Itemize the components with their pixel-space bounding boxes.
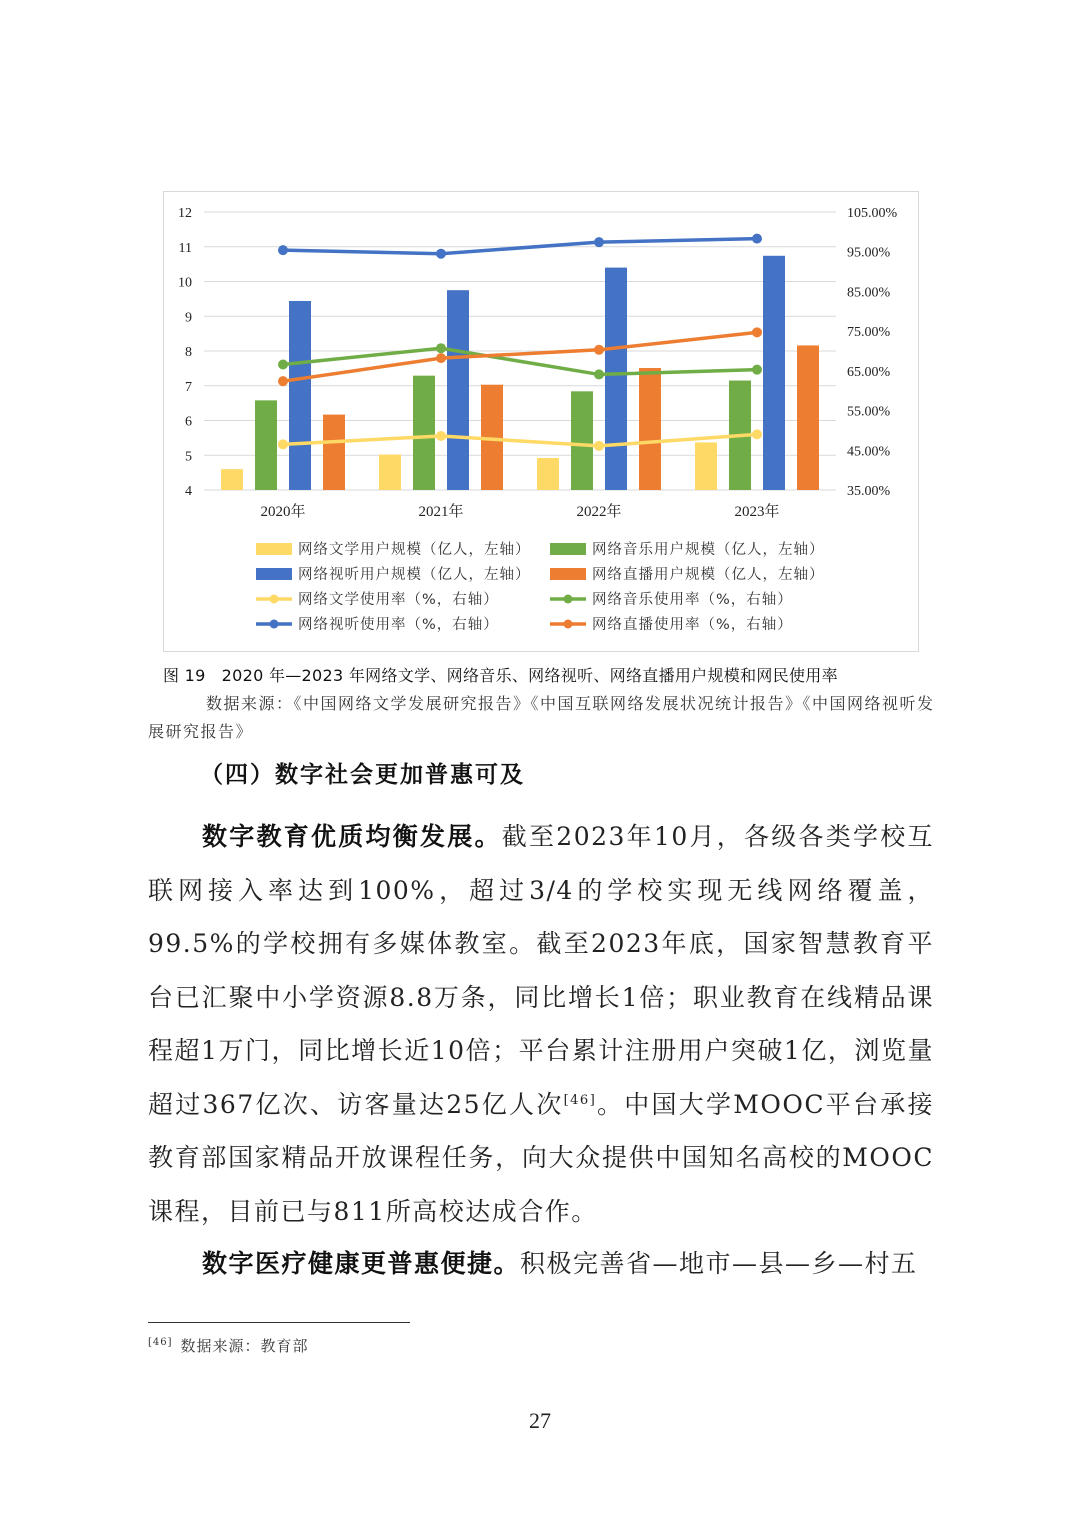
right-axis-tick-label: 65.00% xyxy=(847,364,891,380)
footnote-mark: [46] xyxy=(148,1337,173,1348)
source-note: 数据来源：《中国网络文学发展研究报告》《中国互联网络发展状况统计报告》《中国网络视听发展研究报告》 xyxy=(148,694,935,741)
right-axis-tick-label: 95.00% xyxy=(847,245,891,261)
page-number: 27 xyxy=(529,1408,551,1433)
legend-label: 网络文学使用率（%，右轴） xyxy=(298,592,499,608)
footnote-text: 数据来源：教育部 xyxy=(180,1337,309,1355)
line-point-4-2020年 xyxy=(278,376,288,386)
line-point-3-2021年 xyxy=(436,249,446,259)
left-axis-tick-label: 5 xyxy=(185,449,192,465)
figure-caption xyxy=(163,663,943,686)
figure-title: 2020 年—2023 年网络文学、网络音乐、网络视听、网络直播用户规模和网民使用率 xyxy=(221,666,838,685)
line-point-2-2021年 xyxy=(436,343,446,353)
bar-1-2021年 xyxy=(379,455,401,490)
right-axis-tick-label: 35.00% xyxy=(847,484,891,499)
line-point-2-2023年 xyxy=(752,365,762,375)
bar-4-2022年 xyxy=(639,368,661,490)
paragraph-education xyxy=(148,810,934,1238)
left-axis-tick-label: 6 xyxy=(185,414,192,430)
bar-2-2022年 xyxy=(571,391,593,490)
legend-bar-swatch xyxy=(256,543,292,555)
legend-layer xyxy=(256,541,825,633)
legend-line-marker xyxy=(564,620,573,629)
line-point-2-2020年 xyxy=(278,360,288,370)
legend-line-marker xyxy=(270,595,279,604)
bar-2-2020年 xyxy=(255,400,277,490)
bar-1-2023年 xyxy=(695,442,717,490)
chart-frame xyxy=(163,191,919,652)
line-series-3 xyxy=(283,239,757,254)
paragraph-lead: 数字教育优质均衡发展。 xyxy=(202,822,502,851)
line-point-4-2023年 xyxy=(752,327,762,337)
paragraph-healthcare xyxy=(148,1237,934,1291)
line-point-3-2023年 xyxy=(752,234,762,244)
paragraph-text: 。中国大学MOOC平台承接教育部国家精品开放课程任务，向大众提供中国知名高校的MOOC课程，目前已与811所高校达成合作。 xyxy=(148,1089,935,1226)
left-axis-tick-label: 12 xyxy=(178,206,192,221)
paragraph-lead: 数字医疗健康更普惠便捷。 xyxy=(202,1249,521,1278)
paragraph-text: 截至2023年10月，各级各类学校互联网接入率达到100%，超过3/4的学校实现无线网络覆盖，99.5%的学校拥有多媒体教室。截至2023年底，国家智慧教育平台已汇聚中小学资源8.8万条，同比增长1倍；职业教育在线精品课程超1万门，同比增长近10倍；平台累计注册用户突破1亿，浏览量超过367亿次、访客量达25亿人次 xyxy=(148,822,934,1119)
legend-line-marker xyxy=(270,620,279,629)
bar-3-2021年 xyxy=(447,290,469,490)
left-axis-tick-label: 10 xyxy=(178,275,192,291)
x-axis-category-label: 2022年 xyxy=(576,504,622,520)
right-axis-tick-label: 75.00% xyxy=(847,325,891,341)
legend-bar-swatch xyxy=(550,568,586,580)
legend-label: 网络音乐用户规模（亿人，左轴） xyxy=(592,542,825,558)
line-point-1-2021年 xyxy=(436,431,446,441)
left-axis-tick-label: 8 xyxy=(185,345,192,360)
footnote-divider xyxy=(148,1322,410,1323)
line-point-3-2022年 xyxy=(594,237,604,247)
line-series-1 xyxy=(283,434,757,446)
left-axis-tick-label: 9 xyxy=(185,310,192,326)
figure-number: 图 19 xyxy=(163,666,206,685)
legend-label: 网络直播用户规模（亿人，左轴） xyxy=(592,567,825,583)
right-axis-tick-label: 105.00% xyxy=(847,206,898,221)
footnote-reference[interactable]: [46] xyxy=(563,1092,597,1108)
bar-3-2020年 xyxy=(289,301,311,490)
legend-label: 网络视听用户规模（亿人，左轴） xyxy=(298,567,531,583)
bar-2-2021年 xyxy=(413,376,435,490)
bar-3-2022年 xyxy=(605,268,627,490)
bar-1-2020年 xyxy=(221,469,243,490)
legend-bar-swatch xyxy=(550,543,586,555)
line-point-4-2022年 xyxy=(594,345,604,355)
line-point-4-2021年 xyxy=(436,353,446,363)
line-point-1-2023年 xyxy=(752,429,762,439)
section-heading: （四）数字社会更加普惠可及 xyxy=(200,762,525,788)
bar-4-2020年 xyxy=(323,415,345,490)
line-layer xyxy=(278,234,762,451)
legend-label: 网络音乐使用率（%，右轴） xyxy=(592,592,793,608)
footnote xyxy=(148,1335,309,1356)
bar-3-2023年 xyxy=(763,256,785,490)
legend-label: 网络直播使用率（%，右轴） xyxy=(592,617,793,633)
x-axis-category-label: 2021年 xyxy=(418,504,464,520)
bar-1-2022年 xyxy=(537,458,559,490)
x-axis-category-label: 2023年 xyxy=(734,504,780,520)
line-point-1-2022年 xyxy=(594,441,604,451)
left-axis-tick-label: 4 xyxy=(185,484,192,499)
line-point-3-2020年 xyxy=(278,245,288,255)
legend-label: 网络文学用户规模（亿人，左轴） xyxy=(298,542,531,558)
legend-bar-swatch xyxy=(256,568,292,580)
bar-4-2023年 xyxy=(797,345,819,490)
paragraph-text: 积极完善省—地市—县—乡—村五 xyxy=(520,1249,918,1278)
right-axis-tick-label: 45.00% xyxy=(847,444,891,460)
legend-line-marker xyxy=(564,595,573,604)
left-axis-tick-label: 7 xyxy=(185,379,192,395)
chart-svg xyxy=(164,192,918,651)
legend-label: 网络视听使用率（%，右轴） xyxy=(298,617,499,633)
right-axis-tick-label: 55.00% xyxy=(847,404,891,420)
line-point-2-2022年 xyxy=(594,369,604,379)
right-axis-tick-label: 85.00% xyxy=(847,285,891,301)
x-axis-category-label: 2020年 xyxy=(260,504,306,520)
line-point-1-2020年 xyxy=(278,439,288,449)
left-axis-tick-label: 11 xyxy=(178,240,192,256)
